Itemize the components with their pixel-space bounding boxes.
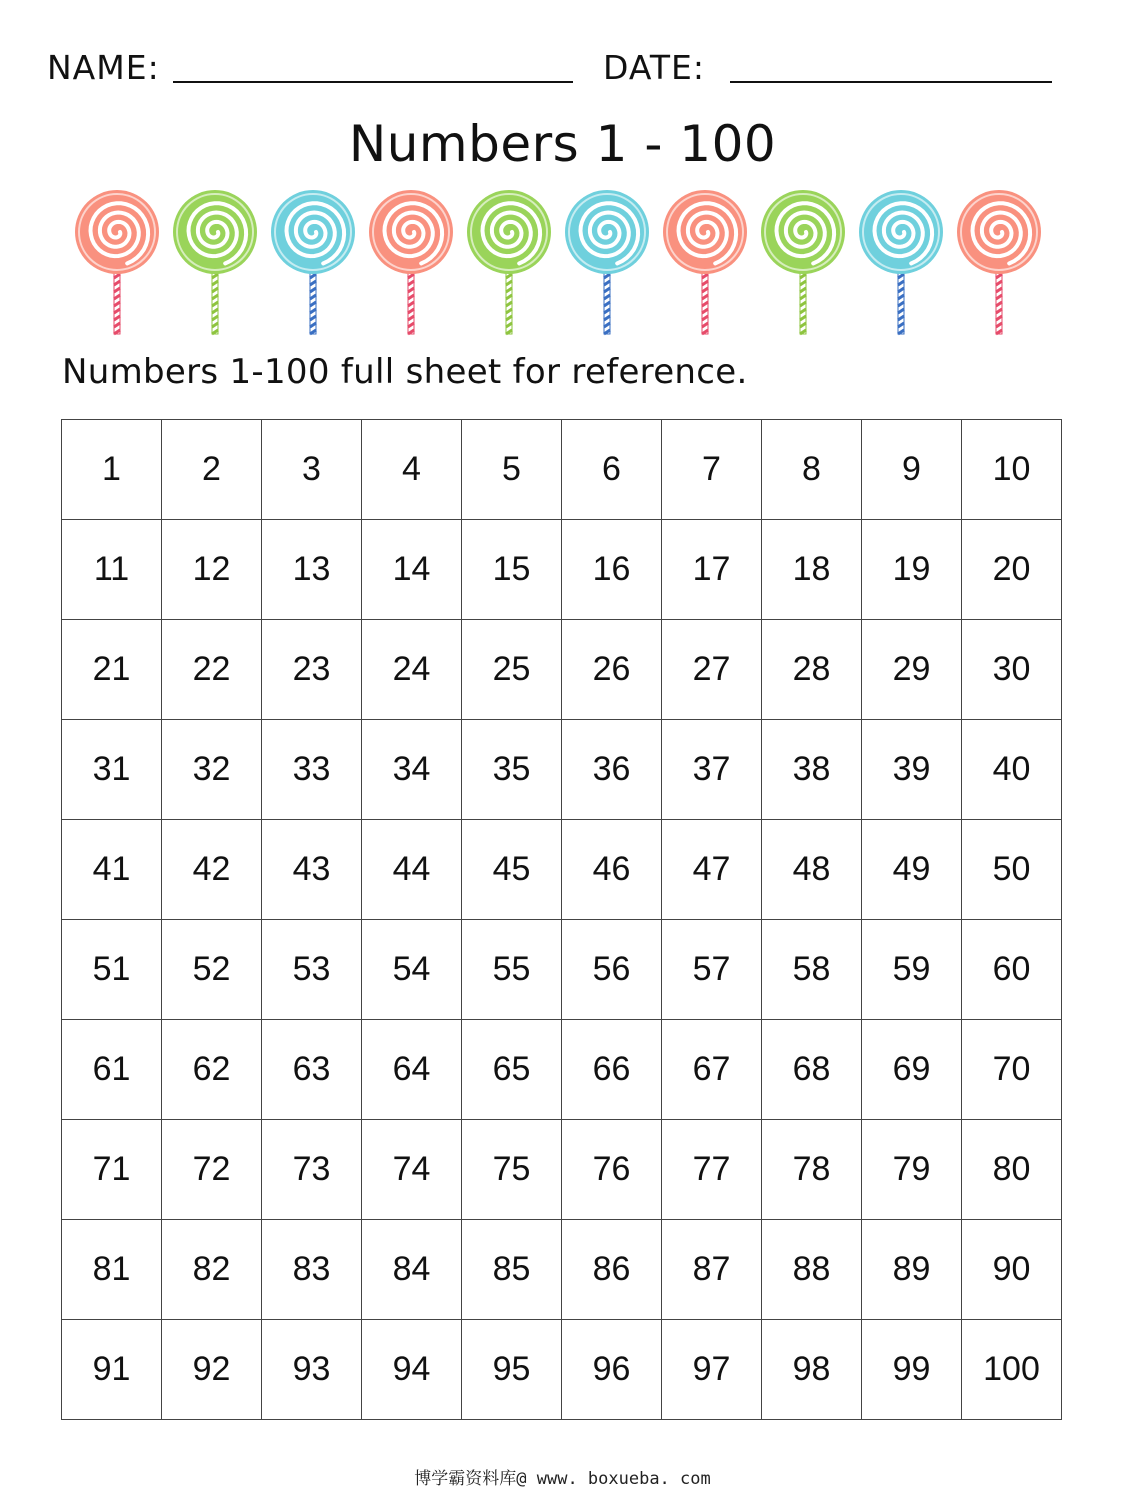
lollipop-icon <box>663 190 747 334</box>
grid-cell: 33 <box>262 720 362 820</box>
grid-cell: 32 <box>162 720 262 820</box>
grid-cell: 3 <box>262 420 362 520</box>
grid-cell: 72 <box>162 1120 262 1220</box>
grid-cell: 30 <box>962 620 1062 720</box>
grid-cell: 38 <box>762 720 862 820</box>
grid-cell: 61 <box>62 1020 162 1120</box>
grid-cell: 25 <box>462 620 562 720</box>
grid-cell: 56 <box>562 920 662 1020</box>
grid-cell: 57 <box>662 920 762 1020</box>
lollipop-icon <box>957 190 1041 334</box>
grid-cell: 1 <box>62 420 162 520</box>
grid-cell: 69 <box>862 1020 962 1120</box>
grid-cell: 31 <box>62 720 162 820</box>
grid-cell: 16 <box>562 520 662 620</box>
grid-cell: 73 <box>262 1120 362 1220</box>
grid-cell: 64 <box>362 1020 462 1120</box>
grid-cell: 40 <box>962 720 1062 820</box>
grid-cell: 70 <box>962 1020 1062 1120</box>
grid-cell: 80 <box>962 1120 1062 1220</box>
grid-row <box>62 1220 1062 1320</box>
grid-cell: 95 <box>462 1320 562 1420</box>
lollipop-icon <box>859 190 943 334</box>
grid-cell: 49 <box>862 820 962 920</box>
grid-cell: 98 <box>762 1320 862 1420</box>
grid-cell: 59 <box>862 920 962 1020</box>
grid-cell: 2 <box>162 420 262 520</box>
grid-row <box>62 1020 1062 1120</box>
grid-cell: 17 <box>662 520 762 620</box>
grid-cell: 44 <box>362 820 462 920</box>
grid-cell: 84 <box>362 1220 462 1320</box>
grid-cell: 41 <box>62 820 162 920</box>
footer-watermark: 博学霸资料库@ www. boxueba. com <box>414 1469 711 1489</box>
grid-cell: 76 <box>562 1120 662 1220</box>
grid-cell: 79 <box>862 1120 962 1220</box>
lollipop-row <box>60 180 1060 345</box>
grid-cell: 93 <box>262 1320 362 1420</box>
date-label: DATE: <box>603 48 705 87</box>
grid-cell: 89 <box>862 1220 962 1320</box>
grid-row <box>62 1120 1062 1220</box>
grid-cell: 20 <box>962 520 1062 620</box>
lollipop-icon <box>75 190 159 334</box>
grid-cell: 67 <box>662 1020 762 1120</box>
grid-cell: 47 <box>662 820 762 920</box>
grid-cell: 83 <box>262 1220 362 1320</box>
grid-cell: 91 <box>62 1320 162 1420</box>
grid-cell: 74 <box>362 1120 462 1220</box>
subtitle: Numbers 1-100 full sheet for reference. <box>62 352 748 392</box>
grid-cell: 22 <box>162 620 262 720</box>
grid-cell: 68 <box>762 1020 862 1120</box>
grid-cell: 34 <box>362 720 462 820</box>
grid-cell: 88 <box>762 1220 862 1320</box>
grid-cell: 27 <box>662 620 762 720</box>
grid-cell: 36 <box>562 720 662 820</box>
grid-cell: 7 <box>662 420 762 520</box>
grid-cell: 18 <box>762 520 862 620</box>
grid-cell: 6 <box>562 420 662 520</box>
grid-row <box>62 720 1062 820</box>
grid-cell: 54 <box>362 920 462 1020</box>
grid-cell: 42 <box>162 820 262 920</box>
grid-cell: 85 <box>462 1220 562 1320</box>
grid-cell: 55 <box>462 920 562 1020</box>
grid-cell: 15 <box>462 520 562 620</box>
grid-cell: 78 <box>762 1120 862 1220</box>
grid-cell: 9 <box>862 420 962 520</box>
grid-cell: 96 <box>562 1320 662 1420</box>
page-title: Numbers 1 - 100 <box>348 115 777 173</box>
grid-row <box>62 620 1062 720</box>
grid-cell: 29 <box>862 620 962 720</box>
grid-cell: 82 <box>162 1220 262 1320</box>
grid-cell: 87 <box>662 1220 762 1320</box>
grid-cell: 45 <box>462 820 562 920</box>
number-grid <box>61 419 1062 1420</box>
grid-cell: 86 <box>562 1220 662 1320</box>
grid-cell: 53 <box>262 920 362 1020</box>
lollipop-icon <box>761 190 845 334</box>
grid-cell: 92 <box>162 1320 262 1420</box>
grid-cell: 81 <box>62 1220 162 1320</box>
grid-row <box>62 920 1062 1020</box>
grid-cell: 52 <box>162 920 262 1020</box>
lollipop-icon <box>467 190 551 334</box>
grid-cell: 8 <box>762 420 862 520</box>
grid-cell: 10 <box>962 420 1062 520</box>
grid-cell: 51 <box>62 920 162 1020</box>
grid-cell: 26 <box>562 620 662 720</box>
grid-cell: 39 <box>862 720 962 820</box>
grid-cell: 77 <box>662 1120 762 1220</box>
grid-cell: 21 <box>62 620 162 720</box>
grid-cell: 100 <box>962 1320 1062 1420</box>
grid-cell: 46 <box>562 820 662 920</box>
grid-cell: 66 <box>562 1020 662 1120</box>
grid-cell: 58 <box>762 920 862 1020</box>
grid-cell: 48 <box>762 820 862 920</box>
grid-row <box>62 1320 1062 1420</box>
grid-cell: 71 <box>62 1120 162 1220</box>
grid-cell: 62 <box>162 1020 262 1120</box>
date-line <box>730 81 1052 83</box>
lollipop-icon <box>565 190 649 334</box>
grid-cell: 65 <box>462 1020 562 1120</box>
grid-cell: 97 <box>662 1320 762 1420</box>
lollipop-icon <box>173 190 257 334</box>
grid-cell: 11 <box>62 520 162 620</box>
grid-cell: 94 <box>362 1320 462 1420</box>
grid-cell: 99 <box>862 1320 962 1420</box>
lollipop-icon <box>271 190 355 334</box>
grid-cell: 90 <box>962 1220 1062 1320</box>
grid-cell: 60 <box>962 920 1062 1020</box>
grid-cell: 75 <box>462 1120 562 1220</box>
grid-cell: 4 <box>362 420 462 520</box>
grid-row <box>62 520 1062 620</box>
lollipop-icon <box>369 190 453 334</box>
name-label: NAME: <box>47 48 160 87</box>
grid-cell: 35 <box>462 720 562 820</box>
grid-row <box>62 420 1062 520</box>
grid-cell: 14 <box>362 520 462 620</box>
grid-cell: 43 <box>262 820 362 920</box>
grid-cell: 50 <box>962 820 1062 920</box>
grid-cell: 37 <box>662 720 762 820</box>
grid-cell: 63 <box>262 1020 362 1120</box>
grid-cell: 5 <box>462 420 562 520</box>
name-line <box>173 81 573 83</box>
grid-row <box>62 820 1062 920</box>
grid-cell: 28 <box>762 620 862 720</box>
grid-cell: 23 <box>262 620 362 720</box>
grid-cell: 19 <box>862 520 962 620</box>
grid-cell: 24 <box>362 620 462 720</box>
grid-cell: 13 <box>262 520 362 620</box>
grid-cell: 12 <box>162 520 262 620</box>
